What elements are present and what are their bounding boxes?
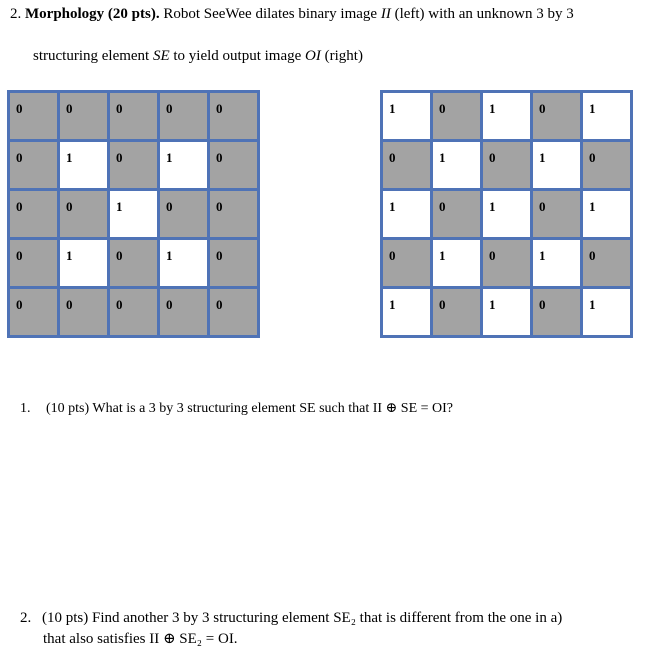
pixel-value: 0: [489, 248, 496, 263]
pixel-cell: [482, 239, 532, 288]
pixel-value: 0: [166, 199, 173, 214]
pixel-value: 0: [16, 297, 23, 312]
pixel-cell: [582, 141, 632, 190]
pixel-value: 0: [166, 297, 173, 312]
question-2-line-2: that also satisfies II ⊕ SE₂ = OI.: [43, 631, 238, 647]
question-2-line-1: (10 pts) Find another 3 by 3 structuring element SE₂ that is different from the one in a): [42, 610, 563, 626]
problem-title: Morphology (20 pts).: [25, 6, 160, 22]
grid-row: [382, 190, 632, 239]
intro-text-2: (left) with an unknown 3 by 3: [390, 6, 574, 22]
pixel-value: 1: [589, 199, 596, 214]
pixel-value: 0: [116, 150, 123, 165]
question-1-text: (10 pts) What is a 3 by 3 structuring element SE such that II ⊕ SE = OI?: [46, 401, 454, 416]
pixel-value: 1: [166, 248, 173, 263]
output-image-grid: [380, 90, 633, 338]
pixel-cell: [209, 141, 259, 190]
pixel-value: 0: [539, 101, 546, 116]
pixel-cell: [482, 190, 532, 239]
pixel-cell: [109, 239, 159, 288]
pixel-cell: [159, 92, 209, 141]
pixel-value: 1: [439, 248, 446, 263]
pixel-value: 0: [439, 101, 446, 116]
pixel-cell: [532, 92, 582, 141]
pixel-cell: [582, 190, 632, 239]
question-2: [20, 608, 650, 650]
pixel-value: 0: [16, 248, 23, 263]
pixel-cell: [209, 190, 259, 239]
pixel-cell: [9, 92, 59, 141]
pixel-cell: [59, 190, 109, 239]
pixel-cell: [482, 92, 532, 141]
pixel-value: 1: [389, 297, 396, 312]
pixel-cell: [209, 288, 259, 337]
pixel-value: 0: [166, 101, 173, 116]
math-SE: SE: [152, 48, 170, 64]
pixel-value: 0: [16, 150, 23, 165]
pixel-value: 0: [216, 248, 223, 263]
pixel-cell: [109, 190, 159, 239]
pixel-value: 1: [66, 150, 73, 165]
pixel-value: 1: [489, 101, 496, 116]
grid-row: [382, 239, 632, 288]
pixel-value: 0: [116, 297, 123, 312]
pixel-value: 0: [66, 199, 73, 214]
pixel-cell: [109, 141, 159, 190]
pixel-cell: [532, 239, 582, 288]
pixel-cell: [432, 239, 482, 288]
pixel-value: 0: [216, 101, 223, 116]
pixel-value: 0: [66, 101, 73, 116]
pixel-value: 1: [539, 248, 546, 263]
pixel-value: 1: [166, 150, 173, 165]
pixel-cell: [9, 288, 59, 337]
pixel-cell: [159, 141, 209, 190]
pixel-cell: [9, 141, 59, 190]
pixel-cell: [382, 141, 432, 190]
question-1-number: 1.: [20, 401, 31, 416]
grid-row: [9, 92, 259, 141]
pixel-value: 0: [116, 248, 123, 263]
pixel-cell: [482, 288, 532, 337]
pixel-cell: [582, 288, 632, 337]
subline-b: to yield output image: [169, 48, 306, 64]
pixel-cell: [532, 190, 582, 239]
pixel-cell: [432, 288, 482, 337]
pixel-value: 0: [16, 199, 23, 214]
pixel-value: 0: [389, 150, 396, 165]
pixel-cell: [382, 92, 432, 141]
input-image-grid: [7, 90, 260, 338]
math-II: II: [380, 6, 391, 22]
pixel-value: 1: [589, 297, 596, 312]
pixel-value: 1: [389, 199, 396, 214]
pixel-cell: [159, 239, 209, 288]
pixel-cell: [109, 288, 159, 337]
pixel-value: 1: [116, 199, 123, 214]
pixel-value: 0: [389, 248, 396, 263]
pixel-cell: [109, 92, 159, 141]
pixel-cell: [482, 141, 532, 190]
pixel-value: 0: [589, 150, 596, 165]
pixel-cell: [582, 92, 632, 141]
pixel-cell: [582, 239, 632, 288]
pixel-value: 1: [389, 101, 396, 116]
pixel-value: 1: [439, 150, 446, 165]
problem-subline: [33, 48, 363, 65]
pixel-cell: [382, 190, 432, 239]
pixel-value: 0: [539, 297, 546, 312]
grid-row: [9, 190, 259, 239]
pixel-value: 1: [66, 248, 73, 263]
math-OI: OI: [305, 48, 321, 64]
pixel-cell: [532, 141, 582, 190]
pixel-cell: [59, 239, 109, 288]
pixel-cell: [382, 239, 432, 288]
pixel-cell: [432, 92, 482, 141]
pixel-cell: [209, 239, 259, 288]
pixel-cell: [382, 288, 432, 337]
pixel-value: 1: [489, 297, 496, 312]
grid-row: [382, 288, 632, 337]
pixel-value: 0: [116, 101, 123, 116]
pixel-value: 1: [539, 150, 546, 165]
pixel-cell: [9, 190, 59, 239]
pixel-value: 0: [16, 101, 23, 116]
pixel-value: 1: [489, 199, 496, 214]
problem-heading: [10, 6, 574, 23]
pixel-value: 0: [439, 297, 446, 312]
pixel-value: 0: [216, 297, 223, 312]
pixel-cell: [59, 92, 109, 141]
question-2-number: 2.: [20, 610, 32, 626]
pixel-value: 0: [216, 150, 223, 165]
pixel-value: 0: [439, 199, 446, 214]
pixel-cell: [9, 239, 59, 288]
pixel-value: 1: [589, 101, 596, 116]
grid-row: [9, 141, 259, 190]
pixel-cell: [532, 288, 582, 337]
subline-a: structuring element: [33, 48, 153, 64]
question-1: [20, 400, 453, 417]
intro-text: Robot SeeWee dilates binary image: [159, 6, 381, 22]
grid-row: [382, 92, 632, 141]
pixel-cell: [159, 190, 209, 239]
problem-number: 2.: [10, 6, 22, 22]
pixel-value: 0: [539, 199, 546, 214]
pixel-cell: [432, 190, 482, 239]
pixel-cell: [159, 288, 209, 337]
pixel-value: 0: [216, 199, 223, 214]
grid-row: [9, 288, 259, 337]
grid-row: [9, 239, 259, 288]
grid-row: [382, 141, 632, 190]
pixel-cell: [209, 92, 259, 141]
pixel-value: 0: [589, 248, 596, 263]
pixel-value: 0: [66, 297, 73, 312]
pixel-value: 0: [489, 150, 496, 165]
pixel-cell: [59, 141, 109, 190]
pixel-cell: [432, 141, 482, 190]
pixel-cell: [59, 288, 109, 337]
subline-c: (right): [320, 48, 363, 64]
